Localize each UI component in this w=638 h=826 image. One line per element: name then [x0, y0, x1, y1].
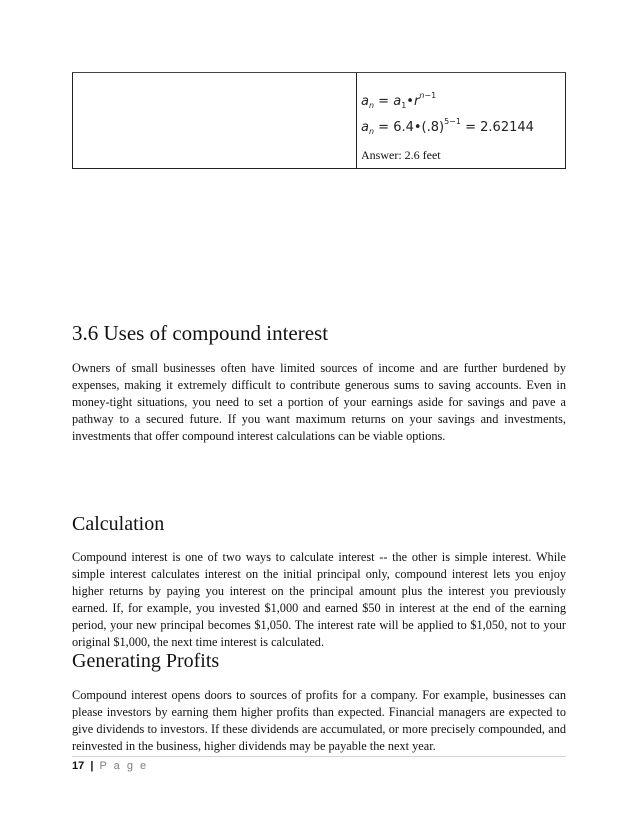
page-footer: [72, 760, 148, 772]
answer-text: Answer: 2.6 feet: [361, 148, 441, 162]
footer-divider: [72, 756, 566, 757]
example-answer-table: [72, 73, 566, 169]
formula-general: $a_n$ = $a_1•r^{n-1}$: [361, 91, 437, 110]
paragraph-calculation: Compound interest is one of two ways to calculate interest -- the other is simple interest. While simple interest calculates interest on the initial principal only, compound interest lets you enjoy higher returns by paying you interest on the principal amount plus the interest you previously earned. If, for example, you invested $1,000 and earned $50 in interest at the end of the earning period, your new principal becomes $1,050. The interest rate will be applied to $1,050, not to your original $1,000, the next time interest is calculated.: [72, 550, 566, 649]
paragraph-generating-profits: Compound interest opens doors to sources of profits for a company. For example, businesses can please investors by earning them higher profits than expected. Financial managers are expected to give dividends to investors. If these dividends are accumulated, or more precisely compounded, and reinvested in the business, higher dividends may be payable the next year.: [72, 688, 566, 753]
footer-separator: |: [90, 760, 94, 772]
section-heading-uses-of-compound-interest: 3.6 Uses of compound interest: [72, 321, 329, 345]
paragraph-uses-of-compound-interest: Owners of small businesses often have limited sources of income and are further burdened by expenses, making it extremely difficult to contribute generous sums to saving accounts. Even in money-tight situations, you need to set a portion of your earnings aside for savings and pave a pathway to a secured future. If you want maximum returns on your savings and investments, investments that offer compound interest calculations can be viable options.: [72, 361, 566, 443]
formula-applied: $a_n$ = $6.4•(.8)^{5-1} = 2.62144$: [361, 117, 534, 136]
section-heading-calculation: Calculation: [72, 513, 165, 535]
page-label: P a g e: [99, 760, 149, 772]
table-column-divider: [356, 73, 357, 168]
section-heading-generating-profits: Generating Profits: [72, 650, 220, 672]
page-number: 17: [72, 760, 85, 772]
